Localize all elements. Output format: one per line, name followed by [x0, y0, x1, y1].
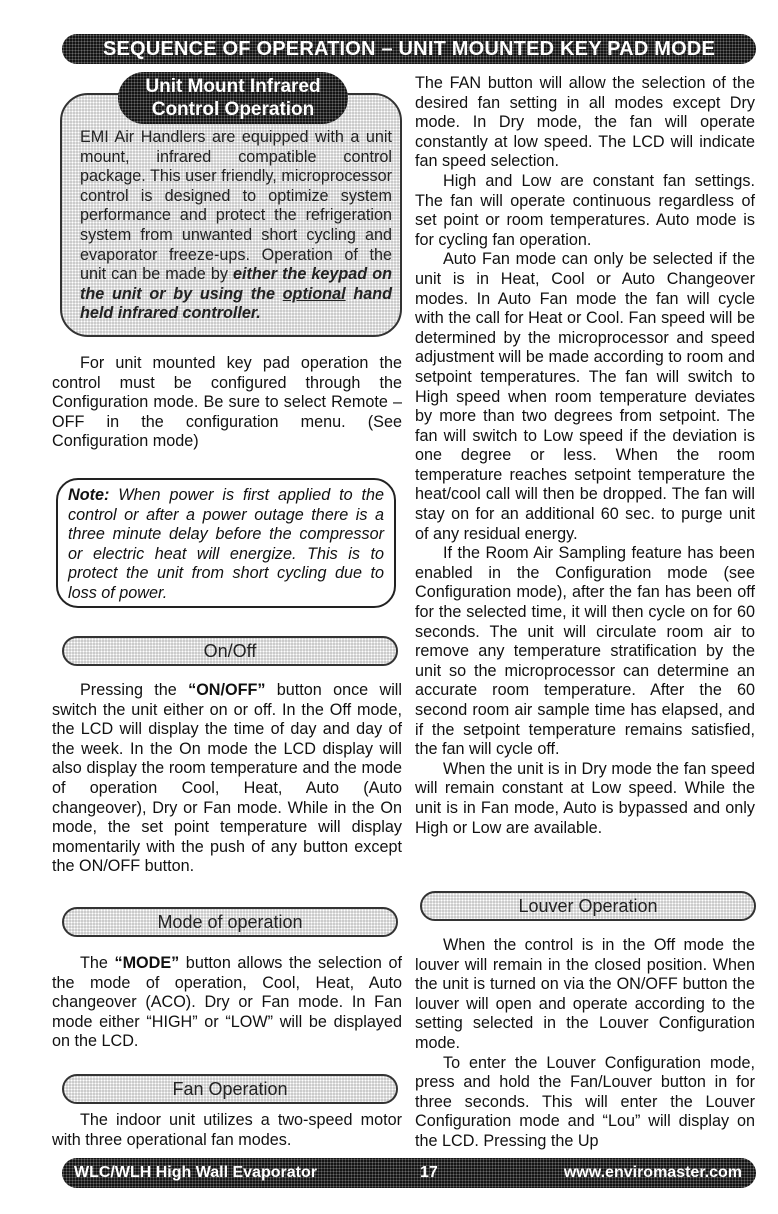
footer-title: WLC/WLH High Wall Evaporator: [74, 1164, 317, 1181]
onoff-section: [52, 681, 402, 877]
info-box-emphasis: either the keypad on the unit or by using the: [80, 265, 392, 303]
mode-heading: Mode of operation: [62, 907, 398, 937]
air-sampling-paragraph: If the Room Air Sampling feature has been enabled in the Configuration mode (see Configuration mode), after the fan has been off for the selected time, it will then cycle on for 60 seconds. The unit will circulate room air to remove any temperature stratification by the unit so the microprocessor can determine an accurate room temperature. After the 60 second room air sample time has elapsed, and if the setpoint temperature remains satisfied, the fan will cycle off.: [415, 544, 755, 759]
info-box-title-line1: Unit Mount Infrared: [145, 76, 321, 97]
left-intro: [52, 354, 402, 452]
onoff-heading: On/Off: [62, 636, 398, 666]
louver-paragraph: When the control is in the Off mode the louver will remain in the closed position. When the unit is turned on via the ON/OFF button the louver will open and operate according to the setting selected in the Louver Configuration mode.: [415, 936, 755, 1052]
auto-fan-paragraph: Auto Fan mode can only be selected if the unit is in Heat, Cool or Auto Changeover modes. In Auto Fan mode the fan will cycle with the call for Heat or Cool. Fan speed will be determined by the microprocessor and speed adjustment will be made according to room and setpoint temperatures. The fan will switch to High speed when room temperature deviates by more than two degrees from setpoint. The fan will switch to Low speed if the deviation is one degree or less. When the room temperature reaches setpoint temperature the heat/cool call will then be dropped. The fan will stay on for an additional 60 sec. to purge unit of any residual energy.: [415, 250, 755, 543]
info-box-body: EMI Air Handlers are equipped with a unit mount, infrared compatible control package. This user friendly, microprocessor control is designed to optimize system performance and protect the refrigeration system from unwanted short cycling and evaporator freeze-ups. Operation of the unit can be made by: [80, 128, 392, 284]
dry-mode-paragraph: When the unit is in Dry mode the fan speed will remain constant at Low speed. While the unit is in Fan mode, Auto is bypassed and only High or Low are available.: [415, 759, 755, 837]
mode-section: [52, 954, 402, 1052]
louver-config-paragraph: To enter the Louver Configuration mode, press and hold the Fan/Louver button in for three seconds. This will enter the Louver Configuration mode and “Lou” will display on the LCD. Pressing the Up: [415, 1053, 755, 1150]
louver-heading: Louver Operation: [420, 891, 756, 921]
note-box: [56, 478, 396, 608]
onoff-paragraph: [52, 681, 402, 877]
onoff-post: button once will switch the unit either on or off. In the Off mode, the LCD will display the time of day and day of the week. In the On mode the LCD display will also display the room temperature and the mode of operation Cool, Heat, Auto (Auto changeover), Dry or Fan mode. While in the On mode, the set point temperature will display momentarily with the push of any button except the ON/OFF button.: [52, 681, 402, 876]
info-box-emphasis-end: hand held infrared controller.: [80, 284, 392, 323]
right-column-top: [415, 74, 755, 837]
mode-paragraph: [52, 954, 402, 1052]
onoff-key: “ON/OFF”: [188, 681, 266, 699]
info-box-title: [118, 72, 348, 124]
onoff-pre: Pressing the: [80, 681, 189, 699]
page-number: 17: [420, 1164, 438, 1181]
fan-section: [52, 1111, 402, 1150]
fan-heading: Fan Operation: [62, 1074, 398, 1104]
page-footer: [62, 1158, 756, 1188]
louver-section: [415, 936, 755, 1152]
fan-button-paragraph: The FAN button will allow the selection of the desired fan setting in all modes except Dry mode. In Dry mode, the fan will operate constantly at low speed. The LCD will indicate fan speed selection.: [415, 74, 755, 171]
intro-paragraph: For unit mounted key pad operation the control must be configured through the Configuration mode. Be sure to select Remote – OFF in the configuration menu. (See Configuration mode): [52, 354, 402, 451]
info-box-text: [80, 128, 392, 324]
note-text: When power is first applied to the control or after a power outage there is a three minute delay before the compressor or electric heat will energize. This is to protect the unit from short cycling due to loss of power.: [68, 486, 384, 602]
fan-paragraph: The indoor unit utilizes a two-speed motor with three operational fan modes.: [52, 1111, 402, 1149]
note-label: Note:: [68, 486, 110, 504]
mode-pre: The: [80, 954, 115, 972]
info-box-title-line2: Control Operation: [151, 99, 315, 120]
page-banner: SEQUENCE OF OPERATION – UNIT MOUNTED KEY PAD MODE: [62, 34, 756, 64]
info-box-optional: optional: [282, 284, 346, 303]
fan-high-low-paragraph: High and Low are constant fan settings. The fan will operate continuous regardless of set point or room temperatures. Auto mode is for cycling fan operation.: [415, 171, 755, 249]
mode-key: “MODE”: [114, 954, 180, 972]
footer-website: www.enviromaster.com: [563, 1164, 742, 1181]
mode-post: button allows the selection of the mode of operation, Cool, Heat, Auto changeover (ACO). Dry or Fan mode. In Fan mode either “HIGH” or “LOW” will be displayed on the LCD.: [52, 954, 402, 1051]
